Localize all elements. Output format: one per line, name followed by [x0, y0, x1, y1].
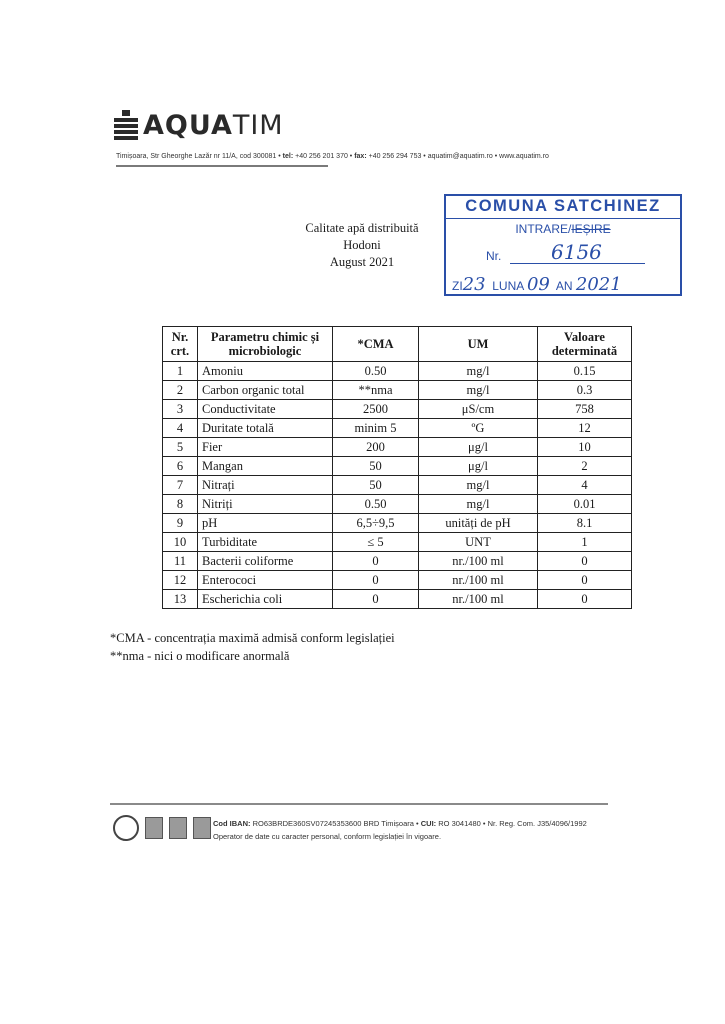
table-row: [163, 514, 632, 533]
table-row: [163, 590, 632, 609]
phone: +40 256 201 370: [295, 153, 348, 160]
fax: +40 256 294 753: [368, 153, 422, 160]
col-parameter: Parametru chimic și microbiologic: [198, 327, 333, 362]
table-row: [163, 552, 632, 571]
data-operator-note: Operator de date cu caracter personal, conform legislației în vigoare.: [213, 832, 442, 841]
contact-line: Timișoara, Str Gheorghe Lazăr nr 11/A, cod 300081 • tel: +40 256 201 370 • fax: +40 256 294 753 • aquatim@aquatim.ro • www.aquatim.ro: [116, 153, 549, 160]
cell-value: 0.01: [538, 495, 632, 514]
address: Timișoara, Str Gheorghe Lazăr nr 11/A, cod 300081: [116, 153, 277, 160]
table-row: [163, 438, 632, 457]
certification-badges: [113, 815, 211, 841]
cell-nr: 2: [163, 381, 198, 400]
stamp-title: COMUNA SATCHINEZ: [465, 197, 661, 215]
document-title: Calitate apă distribuită Hodoni August 2021: [305, 221, 419, 269]
col-nr: Nr. crt.: [163, 327, 198, 362]
iqnet-certification-icon: [113, 815, 139, 841]
cell-value: 12: [538, 419, 632, 438]
cell-parameter: Mangan: [198, 457, 333, 476]
cell-um: μg/l: [419, 457, 538, 476]
srac-certification-icon: [193, 817, 211, 839]
cell-um: μS/cm: [419, 400, 538, 419]
table-row: [163, 457, 632, 476]
header-divider: [116, 165, 328, 167]
cell-parameter: Escherichia coli: [198, 590, 333, 609]
cell-parameter: pH: [198, 514, 333, 533]
cell-nr: 1: [163, 362, 198, 381]
cell-value: 2: [538, 457, 632, 476]
cell-value: 0: [538, 552, 632, 571]
cell-value: 8.1: [538, 514, 632, 533]
cell-nr: 10: [163, 533, 198, 552]
cell-um: nr./100 ml: [419, 552, 538, 571]
cell-cma: 0.50: [333, 362, 419, 381]
company-logo: [113, 106, 284, 144]
table-row: [163, 381, 632, 400]
cell-nr: 6: [163, 457, 198, 476]
col-value: Valoare determinată: [538, 327, 632, 362]
cell-parameter: Duritate totală: [198, 419, 333, 438]
water-waves-icon: [113, 110, 139, 140]
cell-cma: 2500: [333, 400, 419, 419]
iban: RO63BRDE360SV07245353600 BRD Timișoara: [252, 819, 414, 828]
table-header-row: [163, 327, 632, 362]
cell-nr: 7: [163, 476, 198, 495]
footnotes: [110, 629, 395, 665]
cell-nr: 12: [163, 571, 198, 590]
cell-um: mg/l: [419, 476, 538, 495]
footer-divider: [110, 803, 608, 805]
cell-value: 4: [538, 476, 632, 495]
cell-um: nr./100 ml: [419, 590, 538, 609]
table-row: [163, 419, 632, 438]
cell-cma: 50: [333, 476, 419, 495]
cell-cma: 0.50: [333, 495, 419, 514]
cell-nr: 3: [163, 400, 198, 419]
table-row: [163, 362, 632, 381]
srac-certification-icon: [145, 817, 163, 839]
cell-parameter: Carbon organic total: [198, 381, 333, 400]
footnote-nma: **nma - nici o modificare anormală: [110, 649, 290, 663]
table-row: [163, 400, 632, 419]
cell-parameter: Bacterii coliforme: [198, 552, 333, 571]
cell-cma: 50: [333, 457, 419, 476]
cell-parameter: Fier: [198, 438, 333, 457]
cell-cma: minim 5: [333, 419, 419, 438]
cell-parameter: Nitriți: [198, 495, 333, 514]
cell-um: ºG: [419, 419, 538, 438]
cell-cma: 0: [333, 552, 419, 571]
cell-value: 0: [538, 590, 632, 609]
cell-nr: 8: [163, 495, 198, 514]
table-row: [163, 533, 632, 552]
footnote-cma: *CMA - concentrația maximă admisă conform legislației: [110, 631, 395, 645]
stamp-date: ZI23 LUNA 09 AN 2021: [452, 274, 622, 295]
cell-cma: 0: [333, 590, 419, 609]
col-um: UM: [419, 327, 538, 362]
table-row: [163, 476, 632, 495]
cell-nr: 4: [163, 419, 198, 438]
cell-um: unități de pH: [419, 514, 538, 533]
cui: RO 3041480: [438, 819, 481, 828]
cell-cma: 200: [333, 438, 419, 457]
cell-cma: 0: [333, 571, 419, 590]
cell-cma: ≤ 5: [333, 533, 419, 552]
cell-value: 0: [538, 571, 632, 590]
cell-um: nr./100 ml: [419, 571, 538, 590]
cell-value: 758: [538, 400, 632, 419]
cell-um: mg/l: [419, 381, 538, 400]
footer-info: Cod IBAN: RO63BRDE360SV07245353600 BRD Timișoara • CUI: RO 3041480 • Nr. Reg. Com. J35/4096/1992 Operator de date cu caracter personal, conform legislației în vigoare.: [213, 819, 587, 841]
cell-cma: 6,5÷9,5: [333, 514, 419, 533]
stamp-number: 6156: [551, 240, 602, 264]
website: www.aquatim.ro: [499, 153, 549, 160]
col-cma: *CMA: [333, 327, 419, 362]
cell-nr: 13: [163, 590, 198, 609]
cell-parameter: Enterococi: [198, 571, 333, 590]
table-row: [163, 571, 632, 590]
cell-um: mg/l: [419, 362, 538, 381]
cell-um: UNT: [419, 533, 538, 552]
cell-parameter: Turbiditate: [198, 533, 333, 552]
cell-um: mg/l: [419, 495, 538, 514]
cell-value: 0.15: [538, 362, 632, 381]
table-row: [163, 495, 632, 514]
cell-value: 0.3: [538, 381, 632, 400]
cell-value: 10: [538, 438, 632, 457]
stamp-in-out: INTRARE/IEȘIRE: [515, 222, 611, 236]
cell-nr: 5: [163, 438, 198, 457]
registration-stamp: COMUNA SATCHINEZ INTRARE/IEȘIRE Nr. 6156 ZI23 LUNA 09 AN 2021: [444, 194, 682, 296]
srac-certification-icon: [169, 817, 187, 839]
cell-um: μg/l: [419, 438, 538, 457]
trade-register: Nr. Reg. Com. J35/4096/1992: [487, 819, 587, 828]
cell-parameter: Amoniu: [198, 362, 333, 381]
cell-parameter: Conductivitate: [198, 400, 333, 419]
cell-nr: 9: [163, 514, 198, 533]
cell-cma: **nma: [333, 381, 419, 400]
cell-nr: 11: [163, 552, 198, 571]
company-name: AQUATIM: [143, 109, 284, 141]
cell-parameter: Nitrați: [198, 476, 333, 495]
email: aquatim@aquatim.ro: [427, 153, 493, 160]
cell-value: 1: [538, 533, 632, 552]
water-quality-table: [162, 326, 632, 609]
